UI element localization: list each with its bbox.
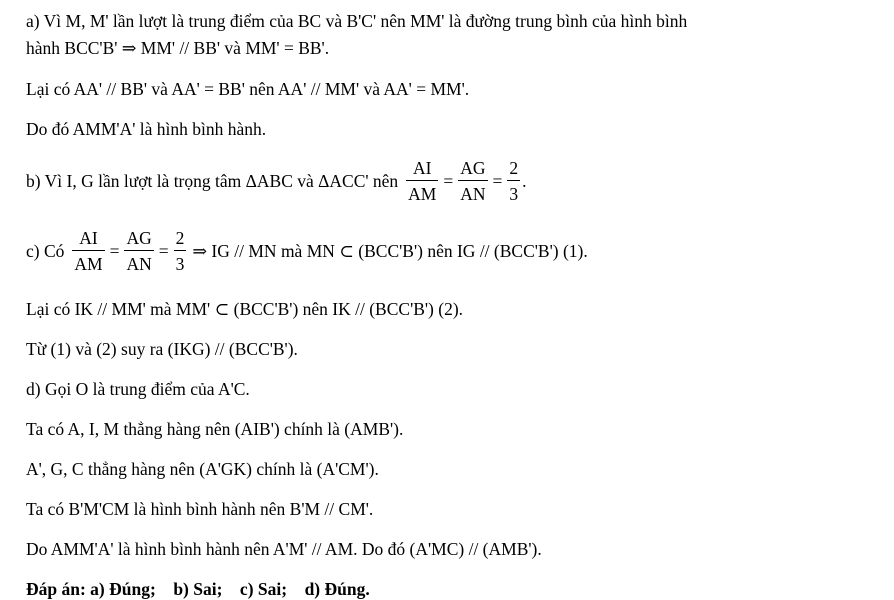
fraction-ag-an: [458, 158, 487, 204]
fraction-two-thirds: [507, 158, 520, 204]
part-b-line: [26, 158, 527, 204]
part-c-suffix: ⇒ IG // MN mà MN ⊂ (BCC'B') nên IG // (BCC'B') (1).: [192, 241, 588, 261]
fraction-numerator: AI: [413, 158, 432, 178]
fraction-denominator: AN: [124, 250, 153, 274]
fraction-numerator: 2: [175, 228, 185, 248]
fraction-ai-am: [406, 158, 438, 204]
answer-text: Đáp án: a) Đúng; b) Sai; c) Sai; d) Đúng.: [26, 579, 370, 599]
fraction-ag-an: [124, 228, 153, 274]
fraction-denominator: 3: [174, 250, 187, 274]
fraction-numerator: AI: [79, 228, 98, 248]
fraction-denominator: AM: [72, 250, 104, 274]
part-a-line-1: a) Vì M, M' lần lượt là trung điểm của BC và B'C' nên MM' là đường trung bình của hình bình: [26, 11, 688, 31]
equals-sign: =: [109, 241, 120, 261]
fraction-denominator: AN: [458, 180, 487, 204]
part-c-line-2: Lại có IK // MM' mà MM' ⊂ (BCC'B') nên IK // (BCC'B') (2).: [26, 299, 464, 319]
fraction-denominator: AM: [406, 180, 438, 204]
fraction-numerator: AG: [126, 228, 152, 248]
equals-sign: =: [443, 171, 454, 191]
fraction-denominator: 3: [507, 180, 520, 204]
fraction-two-thirds: [174, 228, 187, 274]
equals-sign: =: [492, 171, 503, 191]
fraction-numerator: 2: [509, 158, 519, 178]
part-d-line-1: d) Gọi O là trung điểm của A'C.: [26, 379, 250, 399]
part-c-prefix: c) Có: [26, 241, 65, 261]
part-d-line-5: Do AMM'A' là hình bình hành nên A'M' // AM. Do đó (A'MC) // (AMB').: [26, 539, 542, 559]
equals-sign: =: [158, 241, 169, 261]
part-d-line-4: Ta có B'M'CM là hình bình hành nên B'M // CM'.: [26, 499, 374, 519]
part-c-line-3: Từ (1) và (2) suy ra (IKG) // (BCC'B').: [26, 339, 298, 359]
part-a-line-4: Do đó AMM'A' là hình bình hành.: [26, 119, 267, 139]
part-b-prefix: b) Vì I, G lần lượt là trọng tâm ΔABC và ΔACC' nên: [26, 171, 399, 191]
part-c-line-1: [26, 228, 588, 274]
fraction-ai-am: [72, 228, 104, 274]
part-d-line-3: A', G, C thẳng hàng nên (A'GK) chính là (A'CM').: [26, 459, 379, 479]
part-a-line-3: Lại có AA' // BB' và AA' = BB' nên AA' // MM' và AA' = MM'.: [26, 79, 470, 99]
part-d-line-2: Ta có A, I, M thẳng hàng nên (AIB') chính là (AMB').: [26, 419, 404, 439]
fraction-numerator: AG: [460, 158, 486, 178]
part-b-suffix: .: [522, 171, 527, 191]
answer-line: [26, 578, 370, 600]
part-a-line-2: hành BCC'B' ⇒ MM' // BB' và MM' = BB'.: [26, 38, 330, 58]
